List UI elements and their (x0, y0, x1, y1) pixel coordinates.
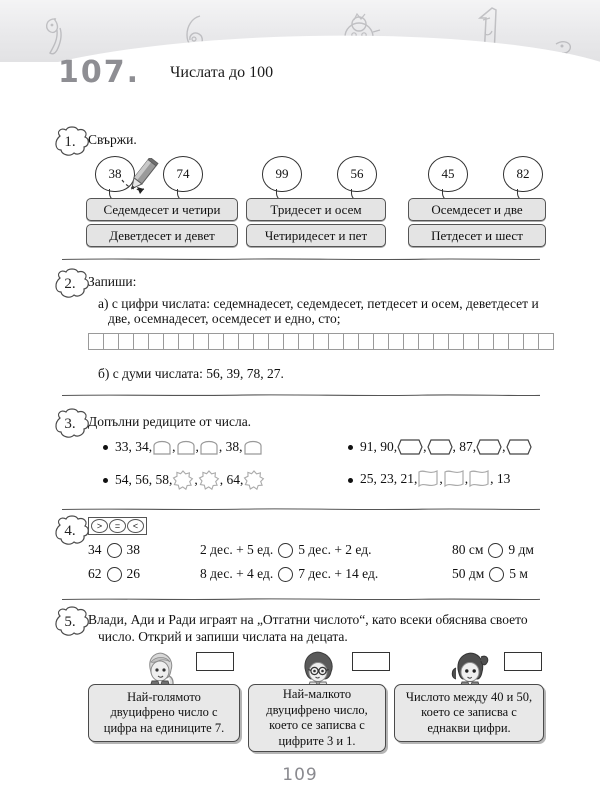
answer-cell[interactable] (508, 333, 523, 350)
word-box-label: Петдесет и шест (431, 227, 523, 243)
comparison-left: 34 (88, 542, 102, 557)
answer-cell[interactable] (118, 333, 133, 350)
pencil-icon (118, 158, 170, 202)
comparison-answer-circle[interactable] (489, 567, 504, 582)
word-box[interactable] (86, 198, 238, 221)
answer-cell[interactable] (283, 333, 298, 350)
word-box[interactable] (246, 224, 386, 247)
sequence-row-arch (115, 438, 263, 455)
page-title-row (0, 55, 600, 95)
word-box[interactable] (408, 198, 546, 221)
answer-cell[interactable] (223, 333, 238, 350)
word-box[interactable] (86, 224, 238, 247)
comparison-answer-circle[interactable] (107, 567, 122, 582)
blank-shape-arch[interactable] (199, 438, 219, 455)
section-divider (62, 394, 540, 397)
sequence-text: 91, 90, (360, 439, 398, 454)
balloon-number[interactable] (262, 156, 302, 192)
list-bullet (103, 445, 108, 450)
comparison-left: 8 дес. + 4 ед. (200, 566, 274, 581)
answer-cell[interactable] (358, 333, 373, 350)
word-box-label: Четиридесет и пет (264, 227, 368, 243)
doodle-digit-9 (40, 13, 70, 58)
comparison-left: 80 см (452, 542, 484, 557)
clue-card-text: Числото между 40 и 50, което се записва с еднакви цифри. (405, 689, 533, 735)
exercise-1-number: 1. (64, 133, 76, 150)
clue-card[interactable] (88, 684, 240, 742)
balloon-value: 38 (108, 166, 122, 181)
answer-cell[interactable] (103, 333, 118, 350)
sequence-text: , (439, 471, 443, 486)
blank-shape-hexagon[interactable] (476, 438, 502, 456)
blank-shape-banner[interactable] (443, 469, 465, 489)
comparison-pair[interactable] (200, 566, 378, 582)
exercise-4-number: 4. (64, 522, 76, 539)
answer-cell[interactable] (478, 333, 493, 350)
word-box-label: Осемдесет и две (431, 201, 523, 217)
exercise-3-number: 3. (64, 415, 76, 432)
sequence-text: , (195, 438, 199, 454)
comparison-pair[interactable] (88, 566, 140, 582)
exercise-1-prompt: Свържи. (88, 132, 137, 147)
exercise-3-prompt: Допълни редиците от числа. (88, 414, 252, 429)
section-divider (62, 508, 540, 511)
answer-cell[interactable] (418, 333, 433, 350)
blank-shape-banner[interactable] (468, 469, 490, 489)
answer-cell[interactable] (448, 333, 463, 350)
answer-box[interactable] (504, 652, 542, 671)
word-box[interactable] (408, 224, 546, 247)
answer-cell[interactable] (388, 333, 403, 350)
sequence-row-banner (360, 469, 510, 489)
comparison-pair[interactable] (88, 542, 140, 558)
sequence-text: , (172, 438, 176, 454)
word-box-label: Деветдесет и девет (109, 227, 215, 243)
sequence-text: 54, 56, 58, (115, 472, 173, 487)
exercise-3 (0, 404, 600, 504)
sequence-text: , 87, (452, 439, 477, 454)
answer-box[interactable] (196, 652, 234, 671)
comparison-pair[interactable] (452, 542, 534, 558)
decorative-header-band (0, 0, 600, 62)
page-number: 109 (282, 765, 318, 785)
blank-shape-hexagon[interactable] (427, 438, 453, 456)
comparison-left: 62 (88, 566, 102, 581)
answer-cell[interactable] (328, 333, 343, 350)
blank-shape-arch[interactable] (176, 438, 196, 455)
symbol-less-than: < (127, 519, 144, 533)
sequence-text: , 64, (219, 472, 244, 487)
answer-cell[interactable] (433, 333, 448, 350)
comparison-answer-circle[interactable] (278, 567, 293, 582)
answer-cell[interactable] (493, 333, 508, 350)
comparison-right: 38 (126, 542, 140, 557)
lesson-title: Числата до 100 (170, 64, 274, 81)
answer-cell[interactable] (193, 333, 208, 350)
sequence-row-hexagon (360, 438, 532, 456)
blank-shape-star[interactable] (172, 469, 194, 491)
sequence-text: , (194, 472, 198, 487)
exercise-5-prompt-line2: число. Открий и запиши числата на децата. (98, 629, 348, 644)
exercise-2-number: 2. (64, 275, 76, 292)
list-bullet (103, 478, 108, 483)
answer-cell[interactable] (88, 333, 103, 350)
list-bullet (348, 478, 353, 483)
answer-cell[interactable] (238, 333, 253, 350)
list-bullet (348, 445, 353, 450)
balloon-number[interactable] (337, 156, 377, 192)
balloon-value: 82 (516, 166, 530, 181)
blank-shape-hexagon[interactable] (397, 438, 423, 456)
word-box-label: Седемдесет и четири (103, 201, 221, 217)
comparison-right: 9 дм (508, 542, 534, 557)
comparison-right: 5 дес. + 2 ед. (298, 542, 372, 557)
balloon-number[interactable] (428, 156, 468, 192)
blank-shape-star[interactable] (198, 469, 220, 491)
clue-card[interactable] (248, 684, 386, 752)
answer-cell[interactable] (163, 333, 178, 350)
sequence-text: 25, 23, 21, (360, 471, 418, 486)
comparison-answer-circle[interactable] (107, 543, 122, 558)
balloon-value: 56 (350, 166, 364, 181)
comparison-left: 2 дес. + 5 ед. (200, 542, 274, 557)
word-box-label: Тридесет и осем (270, 201, 362, 217)
answer-box[interactable] (352, 652, 390, 671)
clue-card[interactable] (394, 684, 544, 742)
sequence-text: , 38, (218, 438, 243, 454)
answer-cell[interactable] (298, 333, 313, 350)
answer-cell[interactable] (313, 333, 328, 350)
blank-shape-arch[interactable] (243, 438, 263, 455)
answer-cell[interactable] (133, 333, 148, 350)
symbol-greater-than: > (91, 519, 108, 533)
exercise-2-part-a: а) с цифри числата: седемнадесет, седемдесет, петдесет и осем, деветдесет и две, осемнадесет, осемдесет и едно, сто; (98, 296, 539, 326)
comparison-answer-circle[interactable] (488, 543, 503, 558)
blank-shape-arch[interactable] (152, 438, 172, 455)
sequence-text: , (464, 471, 469, 486)
answer-cell[interactable] (373, 333, 388, 350)
answer-cell[interactable] (343, 333, 358, 350)
sequence-text: , (502, 439, 506, 454)
answer-cell[interactable] (148, 333, 163, 350)
answer-cell[interactable] (253, 333, 268, 350)
section-divider (62, 598, 540, 601)
balloon-value: 45 (441, 166, 455, 181)
comparison-pair[interactable] (452, 566, 528, 582)
exercise-4 (0, 512, 600, 592)
sequence-row-star (115, 469, 265, 491)
exercise-5-number: 5. (64, 613, 76, 630)
answer-cell[interactable] (538, 333, 554, 350)
blank-shape-banner[interactable] (417, 469, 439, 489)
symbol-equals: = (109, 519, 126, 533)
exercise-5 (0, 604, 600, 754)
word-box[interactable] (246, 198, 386, 221)
comparison-right: 5 м (509, 566, 528, 581)
clue-card-text: Най-малкото двуцифрено число, което се записва с цифрите 3 и 1. (266, 687, 368, 748)
comparison-pair[interactable] (200, 542, 372, 558)
answer-cell[interactable] (178, 333, 193, 350)
exercise-2 (0, 264, 600, 384)
comparison-right: 7 дес. + 14 ед. (298, 566, 379, 581)
blank-shape-star[interactable] (243, 469, 265, 491)
balloon-value: 74 (176, 166, 190, 181)
balloon-number[interactable] (503, 156, 543, 192)
blank-shape-hexagon[interactable] (506, 438, 532, 456)
answer-cell[interactable] (463, 333, 478, 350)
balloon-value: 99 (275, 166, 289, 181)
sequence-text: 33, 34, (115, 438, 153, 454)
comparison-right: 26 (126, 566, 140, 581)
sequence-text: , 13 (490, 471, 511, 486)
exercise-2-prompt: Запиши: (88, 274, 137, 289)
answer-cell[interactable] (403, 333, 418, 350)
answer-cell[interactable] (268, 333, 283, 350)
answer-cell[interactable] (523, 333, 538, 350)
comparison-answer-circle[interactable] (278, 543, 293, 558)
answer-cell[interactable] (208, 333, 223, 350)
lesson-number: 107. (58, 55, 141, 90)
comparison-symbols-legend (88, 517, 147, 535)
section-divider (62, 258, 540, 261)
clue-card-text: Най-голямото двуцифрено число с цифра на единиците 7. (103, 689, 225, 735)
exercise-1 (0, 118, 600, 258)
sequence-text: , (423, 439, 427, 454)
comparison-left: 50 дм (452, 566, 485, 581)
exercise-5-prompt-line1: Влади, Ади и Ради играят на „Отгатни числото“, като всеки обяснява своето (88, 612, 528, 627)
answer-cells-strip[interactable] (88, 333, 554, 350)
exercise-2-part-b: б) с думи числата: 56, 39, 78, 27. (98, 366, 284, 381)
